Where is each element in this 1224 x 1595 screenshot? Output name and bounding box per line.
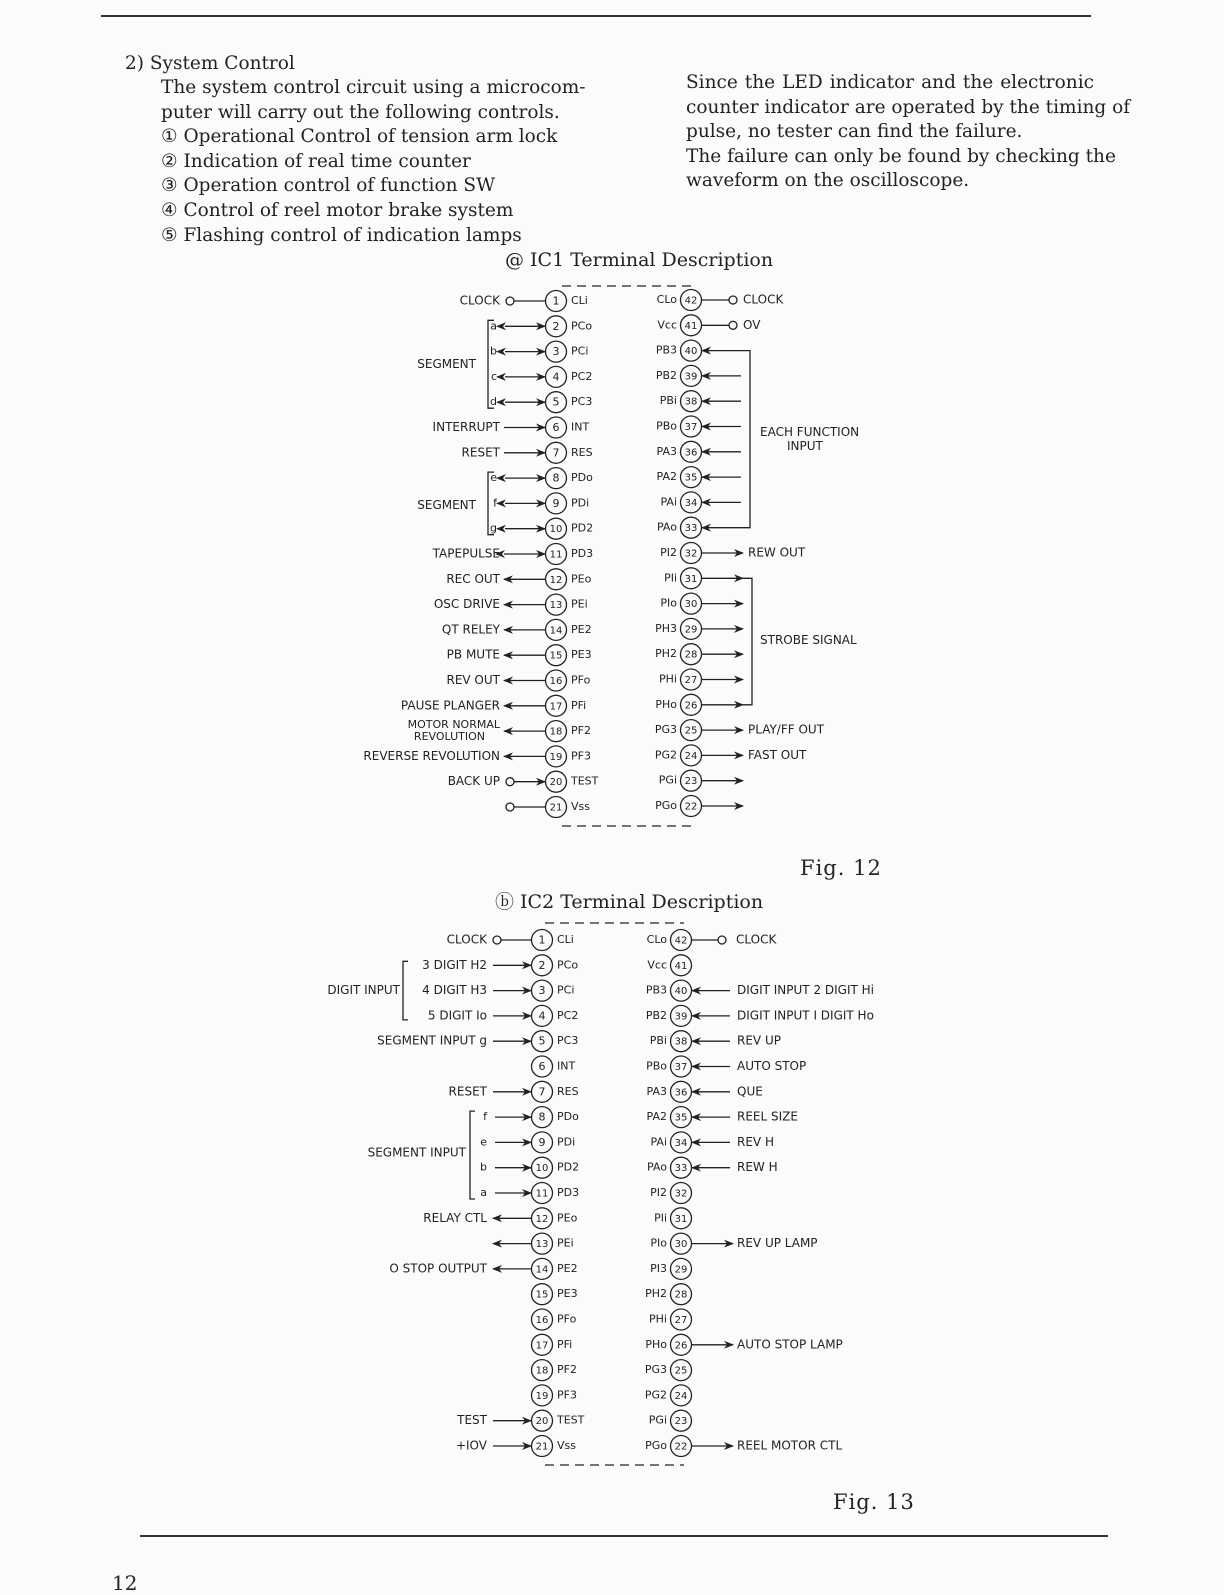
ic1-pin-2-number: 2 <box>552 319 560 333</box>
ic1-strobe-label: STROBE SIGNAL <box>760 633 857 648</box>
ic2-signal-11: a <box>480 1186 487 1199</box>
ic1-pin-name-2: PCo <box>571 319 593 333</box>
ic1-diagram <box>363 286 859 826</box>
right-line: The failure can only be found by checking the <box>686 145 1116 167</box>
ic2-pin-name-23: PGi <box>648 1413 667 1427</box>
ic1-signal-12: REC OUT <box>446 571 500 586</box>
ic1-pin-name-3: PCi <box>571 344 589 358</box>
ic1-pin-25-number: 25 <box>684 725 698 737</box>
ic2-digit-bracket <box>403 961 408 1020</box>
ic1-pin-name-22: PGo <box>655 799 677 812</box>
ic2-signal-5: SEGMENT INPUT g <box>377 1033 487 1048</box>
ic1-pin-name-6: INT <box>571 420 590 434</box>
right-line: pulse, no tester can find the failure. <box>686 121 1023 143</box>
ic2-pin-name-9: PDi <box>557 1135 576 1149</box>
ic2-pin-name-27: PHi <box>649 1312 667 1326</box>
ic2-pin-name-25: PG3 <box>644 1363 667 1377</box>
ic2-signal-1: CLOCK <box>446 932 487 947</box>
ic2-signal-4: 5 DIGIT Io <box>427 1008 487 1023</box>
ic2-signal-8: f <box>483 1110 487 1124</box>
ic2-pin-name-39: PB2 <box>645 1008 667 1022</box>
ic2-pin-42-number: 42 <box>674 935 688 947</box>
ic2-signal-39: DIGIT INPUT I DIGIT Ho <box>737 1008 874 1023</box>
ic2-pin-4-number: 4 <box>538 1009 546 1023</box>
ic1-pin-4-number: 4 <box>552 370 560 384</box>
ic1-terminal-1 <box>506 297 514 305</box>
ic1-pin-name-36: PA3 <box>656 444 677 458</box>
ic2-pin-15-number: 15 <box>535 1289 549 1301</box>
ic2-pin-name-24: PG2 <box>644 1388 667 1402</box>
section-heading: 2) System Control <box>125 53 295 74</box>
ic1-pin-34-number: 34 <box>684 497 698 509</box>
ic1-signal-7: RESET <box>461 445 500 460</box>
ic1-pin-name-20: TEST <box>571 774 599 788</box>
ic2-pin-name-19: PF3 <box>557 1388 577 1402</box>
ic2-pin-name-31: PIi <box>654 1211 667 1225</box>
ic1-signal-20: BACK UP <box>447 774 500 789</box>
ic1-pin-41-number: 41 <box>684 320 698 332</box>
page-number: 12 <box>112 1571 138 1595</box>
ic1-pin-name-40: PB3 <box>655 343 677 357</box>
ic2-digit-label: DIGIT INPUT <box>327 983 400 998</box>
ic2-pin-14-number: 14 <box>535 1264 549 1276</box>
ic2-pin-name-20: TEST <box>557 1413 585 1427</box>
ic2-signal-14: O STOP OUTPUT <box>389 1261 487 1276</box>
ic1-pin-19-number: 19 <box>549 751 563 763</box>
ic2-pin-8-number: 8 <box>538 1110 546 1124</box>
ic1-pin-31-number: 31 <box>684 573 698 585</box>
ic1-signal-25: PLAY/FF OUT <box>748 722 825 737</box>
ic1-signal-18: MOTOR NORMAL <box>407 718 500 732</box>
ic2-pin-25-number: 25 <box>674 1365 688 1377</box>
ic1-pin-12-number: 12 <box>549 574 563 586</box>
ic2-pin-name-38: PBi <box>649 1034 667 1048</box>
ic2-pin-39-number: 39 <box>674 1011 688 1023</box>
ic2-pin-11-number: 11 <box>535 1188 549 1200</box>
ic1-pin-name-28: PH2 <box>655 647 677 661</box>
ic1-signal-5: d <box>490 395 497 409</box>
ic2-pin-name-29: PI3 <box>650 1261 667 1275</box>
ic2-signal-34: REV H <box>737 1134 774 1149</box>
ic1-pin-name-5: PC3 <box>571 395 593 409</box>
ic2-pin-3-number: 3 <box>538 984 546 998</box>
ic2-pin-name-34: PAi <box>650 1135 667 1149</box>
ic1-signal-18-b: REVOLUTION <box>413 730 485 744</box>
ic2-pin-name-15: PE3 <box>557 1287 578 1301</box>
ic1-pin-name-4: PC2 <box>571 369 593 383</box>
left-line: ① Operational Control of tension arm lock <box>161 126 558 148</box>
ic1-pin-18-number: 18 <box>549 726 563 738</box>
ic1-pin-name-24: PG2 <box>654 748 677 762</box>
left-line: puter will carry out the following controls. <box>161 101 560 123</box>
ic2-pin-36-number: 36 <box>674 1087 688 1099</box>
ic2-pin-name-41: Vcc <box>647 958 667 972</box>
ic2-diagram <box>327 923 874 1465</box>
ic1-pin-15-number: 15 <box>549 650 563 662</box>
ic1-pin-35-number: 35 <box>684 472 698 484</box>
ic2-pin-name-18: PF2 <box>557 1363 577 1377</box>
ic2-pin-27-number: 27 <box>674 1315 688 1326</box>
ic2-signal-30: REV UP LAMP <box>737 1236 818 1251</box>
ic1-pin-name-10: PD2 <box>571 521 594 535</box>
ic1-signal-9: f <box>493 496 497 510</box>
ic1-pin-30-number: 30 <box>684 599 698 611</box>
ic1-pin-38-number: 38 <box>684 396 698 408</box>
ic2-signal-10: b <box>480 1160 487 1174</box>
ic2-pin-name-21: Vss <box>557 1439 576 1452</box>
ic1-pin-33-number: 33 <box>684 523 698 535</box>
ic2-terminal-42 <box>718 936 726 944</box>
ic1-pin-name-39: PB2 <box>655 368 677 382</box>
ic1-pin-20-number: 20 <box>549 777 563 789</box>
ic1-pin-name-27: PHi <box>659 672 677 686</box>
ic2-pin-name-32: PI2 <box>650 1186 667 1199</box>
ic1-title: @ IC1 Terminal Description <box>505 249 774 271</box>
ic1-pin-name-8: PDo <box>571 471 593 485</box>
ic1-pin-14-number: 14 <box>549 625 563 637</box>
ic2-pin-41-number: 41 <box>674 960 688 972</box>
ic2-pin-name-35: PA2 <box>646 1110 667 1124</box>
ic1-pin-1-number: 1 <box>552 294 560 308</box>
ic1-pin-23-number: 23 <box>684 776 698 788</box>
ic1-pin-name-23: PGi <box>658 773 677 787</box>
ic1-pin-27-number: 27 <box>684 675 698 686</box>
ic2-pin-name-5: PC3 <box>557 1034 579 1048</box>
ic2-signal-36: QUE <box>737 1084 763 1099</box>
ic2-segment-bracket <box>470 1111 475 1199</box>
ic2-pin-38-number: 38 <box>674 1036 688 1048</box>
ic1-signal-41: OV <box>743 317 761 332</box>
ic2-segment-label: SEGMENT INPUT <box>367 1145 466 1160</box>
ic1-pin-name-34: PAi <box>660 495 677 509</box>
ic2-pin-6-number: 6 <box>538 1060 546 1073</box>
ic1-pin-name-26: PHo <box>655 697 677 711</box>
ic2-signal-3: 4 DIGIT H3 <box>422 983 487 998</box>
ic2-pin-35-number: 35 <box>674 1112 688 1124</box>
ic1-pin-name-18: PF2 <box>571 724 591 738</box>
ic2-signal-37: AUTO STOP <box>737 1059 807 1073</box>
ic2-pin-1-number: 1 <box>538 933 546 947</box>
ic1-pin-24-number: 24 <box>684 750 698 762</box>
ic1-pin-9-number: 9 <box>552 496 560 510</box>
ic2-pin-name-10: PD2 <box>557 1160 580 1174</box>
ic2-signal-38: REV UP <box>737 1033 781 1048</box>
ic2-pin-33-number: 33 <box>674 1163 688 1175</box>
ic2-pin-24-number: 24 <box>674 1390 688 1402</box>
ic2-signal-26: AUTO STOP LAMP <box>737 1337 843 1352</box>
ic1-pin-16-number: 16 <box>549 676 563 687</box>
left-line: The system control circuit using a microcom- <box>161 77 586 98</box>
ic1-pin-name-29: PH3 <box>655 621 677 635</box>
ic1-pin-6-number: 6 <box>552 421 560 434</box>
ic2-pin-30-number: 30 <box>674 1239 688 1251</box>
ic2-pin-17-number: 17 <box>535 1340 549 1352</box>
ic2-pin-12-number: 12 <box>535 1213 549 1225</box>
ic1-pin-7-number: 7 <box>552 446 560 460</box>
right-line: counter indicator are operated by the timing of <box>686 96 1131 118</box>
ic2-pin-20-number: 20 <box>535 1416 549 1428</box>
ic1-signal-1: CLOCK <box>459 293 500 308</box>
ic2-pin-name-42: CLo <box>646 933 667 946</box>
ic2-pin-name-22: PGo <box>645 1439 667 1452</box>
ic2-signal-12: RELAY CTL <box>423 1210 487 1225</box>
ic1-pin-21-number: 21 <box>549 802 563 814</box>
ic1-signal-4: c <box>490 369 497 383</box>
ic2-pin-28-number: 28 <box>674 1289 688 1301</box>
ic1-pin-11-number: 11 <box>549 549 563 561</box>
ic1-pin-name-31: PIi <box>664 571 677 585</box>
ic1-signal-3: b <box>490 344 497 358</box>
ic2-pin-23-number: 23 <box>674 1416 688 1428</box>
ic2-signal-35: REEL SIZE <box>737 1109 798 1124</box>
ic1-pin-name-15: PE3 <box>571 648 592 662</box>
ic2-pin-name-36: PA3 <box>646 1084 667 1098</box>
ic2-pin-name-1: CLi <box>557 933 574 946</box>
ic2-pin-name-28: PH2 <box>645 1287 667 1301</box>
ic1-pin-26-number: 26 <box>684 700 698 712</box>
ic2-signal-40: DIGIT INPUT 2 DIGIT Hi <box>737 983 875 998</box>
ic1-function-label-2: INPUT <box>787 439 823 453</box>
ic2-signal-9: e <box>480 1135 487 1149</box>
ic2-signal-22: REEL MOTOR CTL <box>737 1438 843 1453</box>
ic2-pin-37-number: 37 <box>674 1062 688 1073</box>
ic2-pin-16-number: 16 <box>535 1315 549 1326</box>
right-line: waveform on the oscilloscope. <box>686 170 970 192</box>
ic2-pin-name-6: INT <box>557 1059 576 1073</box>
ic2-signal-7: RESET <box>448 1084 487 1099</box>
ic1-pin-5-number: 5 <box>552 395 560 409</box>
ic2-pin-name-4: PC2 <box>557 1008 579 1022</box>
ic1-pin-name-14: PE2 <box>571 622 592 636</box>
ic1-signal-16: REV OUT <box>446 673 500 687</box>
ic1-pin-name-41: Vcc <box>657 318 677 332</box>
ic2-pin-name-14: PE2 <box>557 1261 578 1275</box>
ic2-pin-name-2: PCo <box>557 958 579 972</box>
ic1-pin-name-25: PG3 <box>654 723 677 737</box>
ic2-pin-name-26: PHo <box>645 1337 667 1351</box>
ic1-pin-name-30: PIo <box>660 596 677 610</box>
ic1-pin-name-37: PBo <box>656 419 677 433</box>
ic1-pin-name-11: PD3 <box>571 547 594 560</box>
left-line: ③ Operation control of function SW <box>161 175 496 197</box>
ic2-pin-13-number: 13 <box>535 1239 549 1251</box>
ic2-pin-5-number: 5 <box>538 1034 546 1048</box>
ic1-pin-name-1: CLi <box>571 294 588 307</box>
ic1-signal-13: OSC DRIVE <box>433 597 500 612</box>
ic1-pin-42-number: 42 <box>684 295 698 307</box>
ic2-pin-2-number: 2 <box>538 958 546 972</box>
ic2-pin-name-17: PFi <box>557 1337 573 1351</box>
ic1-pin-name-9: PDi <box>571 496 590 510</box>
ic1-pin-17-number: 17 <box>549 701 563 713</box>
ic1-pin-36-number: 36 <box>684 447 698 459</box>
ic1-pin-10-number: 10 <box>549 524 563 536</box>
ic1-pin-8-number: 8 <box>552 471 560 485</box>
ic2-pin-name-30: PIo <box>650 1236 667 1250</box>
ic1-pin-name-12: PEo <box>571 572 592 586</box>
ic2-pin-name-12: PEo <box>557 1211 578 1225</box>
ic1-terminal-20 <box>506 778 514 786</box>
ic1-function-label: EACH FUNCTION <box>760 425 860 439</box>
ic1-function-bracket <box>741 351 750 528</box>
ic2-pin-name-37: PBo <box>646 1059 667 1073</box>
ic2-terminal-1 <box>493 936 501 944</box>
ic1-pin-name-21: Vss <box>571 800 590 813</box>
ic2-pin-7-number: 7 <box>538 1085 546 1099</box>
ic1-pin-name-7: RES <box>571 445 593 459</box>
ic1-signal-17: PAUSE PLANGER <box>400 698 500 713</box>
ic1-pin-name-16: PFo <box>571 673 591 687</box>
fig12-label: Fig. 12 <box>800 856 882 880</box>
left-line: ④ Control of reel motor brake system <box>161 199 514 221</box>
ic1-signal-15: PB MUTE <box>446 647 500 662</box>
ic1-strobe-bracket <box>743 578 752 705</box>
ic1-segment-label: SEGMENT <box>417 356 476 371</box>
ic2-pin-name-16: PFo <box>557 1312 577 1326</box>
ic1-pin-13-number: 13 <box>549 600 563 612</box>
ic2-pin-name-11: PD3 <box>557 1186 580 1199</box>
ic1-segment-label: SEGMENT <box>417 497 476 512</box>
ic1-pin-name-17: PFi <box>571 698 587 712</box>
ic2-pin-name-33: PAo <box>647 1160 667 1174</box>
ic2-pin-9-number: 9 <box>538 1135 546 1149</box>
ic2-pin-10-number: 10 <box>535 1163 549 1175</box>
ic1-signal-8: e <box>490 471 497 485</box>
ic1-pin-3-number: 3 <box>552 345 560 359</box>
ic1-signal-32: REW OUT <box>748 545 806 560</box>
ic1-pin-29-number: 29 <box>684 624 698 636</box>
ic1-terminal-41 <box>729 321 737 329</box>
ic1-pin-name-32: PI2 <box>660 546 677 559</box>
ic2-pin-22-number: 22 <box>674 1441 688 1453</box>
ic1-pin-40-number: 40 <box>684 346 698 358</box>
ic2-pin-name-8: PDo <box>557 1110 579 1124</box>
ic2-pin-34-number: 34 <box>674 1137 688 1149</box>
ic2-pin-18-number: 18 <box>535 1365 549 1377</box>
ic2-pin-21-number: 21 <box>535 1441 549 1453</box>
fig13-label: Fig. 13 <box>833 1490 915 1514</box>
ic1-pin-name-38: PBi <box>659 394 677 408</box>
right-line: Since the LED indicator and the electronic <box>686 72 1094 93</box>
ic1-signal-10: g <box>490 521 497 535</box>
ic1-signal-19: REVERSE REVOLUTION <box>363 748 500 763</box>
ic2-pin-40-number: 40 <box>674 986 688 998</box>
ic1-signal-14: QT RELEY <box>441 622 500 637</box>
left-line: ⑤ Flashing control of indication lamps <box>161 224 522 246</box>
ic2-signal-21: +IOV <box>455 1438 487 1453</box>
ic1-pin-32-number: 32 <box>684 548 698 560</box>
ic1-pin-39-number: 39 <box>684 371 698 383</box>
ic2-pin-name-13: PEi <box>557 1236 574 1250</box>
ic1-pin-name-42: CLo <box>656 293 677 306</box>
ic1-signal-42: CLOCK <box>743 292 784 307</box>
ic2-pin-name-40: PB3 <box>645 983 667 997</box>
ic1-terminal-42 <box>729 296 737 304</box>
ic2-pin-31-number: 31 <box>674 1213 688 1225</box>
ic1-pin-name-35: PA2 <box>656 470 677 484</box>
left-line: ② Indication of real time counter <box>161 150 471 172</box>
ic1-pin-name-33: PAo <box>657 520 677 534</box>
ic2-signal-33: REW H <box>737 1160 778 1175</box>
ic2-signal-2: 3 DIGIT H2 <box>422 957 487 972</box>
ic1-signal-2: a <box>490 319 497 333</box>
ic2-pin-29-number: 29 <box>674 1264 688 1276</box>
ic1-signal-11: TAPEPULSE <box>432 546 500 561</box>
ic2-title: ⓑ IC2 Terminal Description <box>495 891 764 913</box>
ic1-pin-22-number: 22 <box>684 801 698 813</box>
ic1-pin-name-13: PEi <box>571 597 588 611</box>
ic1-pin-28-number: 28 <box>684 649 698 661</box>
ic2-signal-42: CLOCK <box>736 932 777 947</box>
ic1-pin-37-number: 37 <box>684 422 698 433</box>
ic1-signal-24: FAST OUT <box>748 747 807 762</box>
ic1-pin-name-19: PF3 <box>571 749 591 763</box>
ic2-pin-19-number: 19 <box>535 1390 549 1402</box>
ic2-pin-name-3: PCi <box>557 983 575 997</box>
ic1-terminal-21 <box>506 803 514 811</box>
ic2-pin-name-7: RES <box>557 1084 579 1098</box>
ic2-pin-32-number: 32 <box>674 1188 688 1200</box>
ic2-signal-20: TEST <box>457 1413 487 1428</box>
ic1-signal-6: INTERRUPT <box>432 420 500 434</box>
ic2-pin-26-number: 26 <box>674 1340 688 1352</box>
